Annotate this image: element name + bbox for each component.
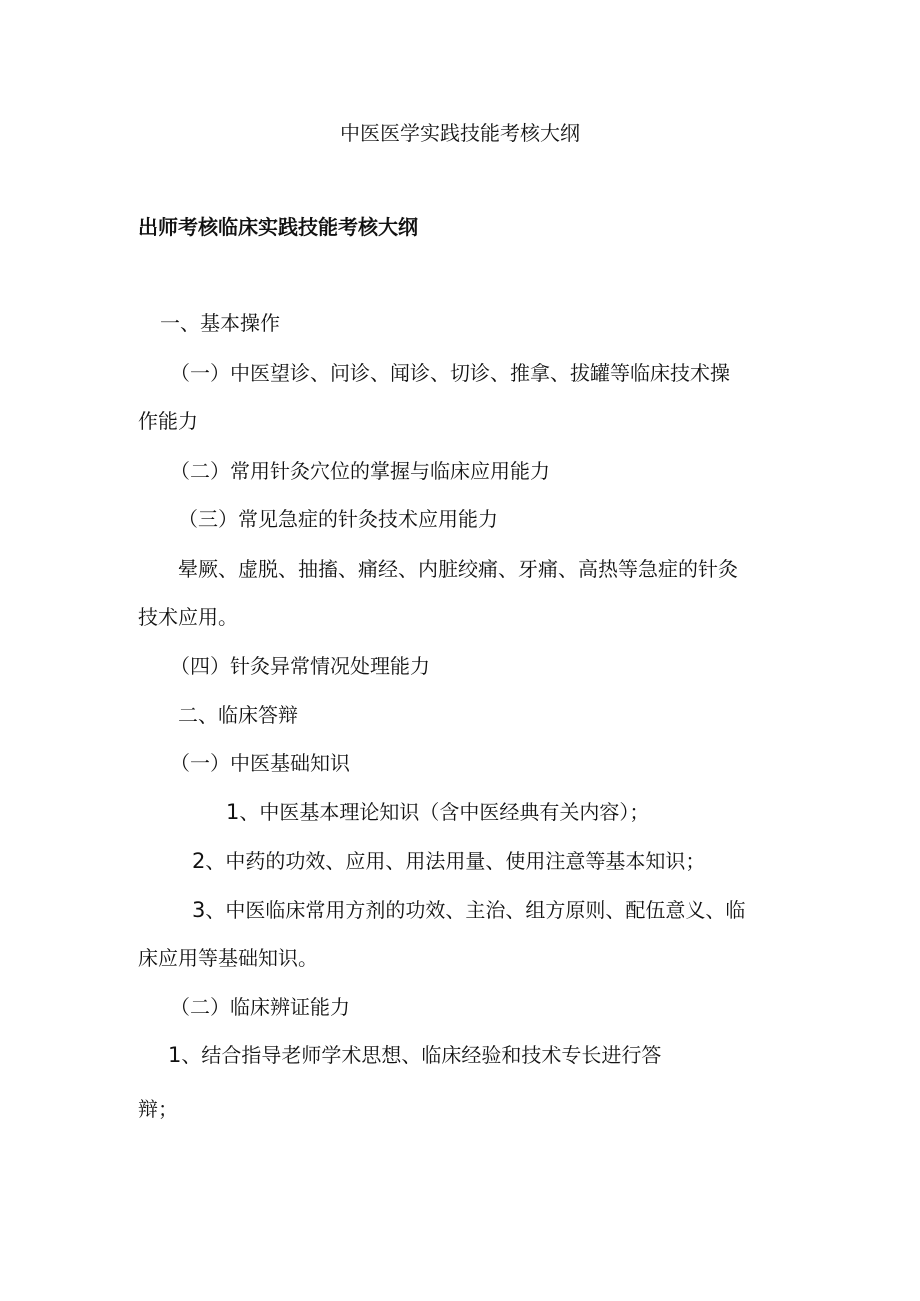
point-text: 、中医基本理论知识（含中医经典有关内容）；	[239, 800, 650, 824]
item-syndrome-differentiation: （二）临床辨证能力	[170, 995, 350, 1019]
differentiation-point-1-line1	[168, 1043, 661, 1067]
item-acupoint-skills: （二）常用针灸穴位的掌握与临床应用能力	[170, 459, 550, 483]
section-basic-operation: 一、基本操作	[160, 311, 280, 335]
point-number: 3	[192, 898, 206, 922]
point-number: 1	[226, 800, 240, 824]
item-diagnosis-skills-line2: 作能力	[138, 409, 198, 433]
item-abnormal-handling: （四）针灸异常情况处理能力	[170, 654, 430, 678]
point-number: 2	[192, 849, 206, 873]
point-number: 1	[168, 1043, 182, 1067]
emergency-description-line2: 技术应用。	[138, 605, 238, 629]
item-diagnosis-skills-line1: （一）中医望诊、问诊、闻诊、切诊、推拿、拔罐等临床技术操	[170, 361, 730, 385]
basics-point-3-line1	[192, 898, 745, 922]
point-text: 、中医临床常用方剂的功效、主治、组方原则、配伍意义、临	[205, 898, 746, 922]
basics-point-3-line2: 床应用等基础知识。	[138, 946, 318, 970]
item-emergency-acupuncture: （三）常见急症的针灸技术应用能力	[178, 507, 498, 531]
point-text: 、中药的功效、应用、用法用量、使用注意等基本知识；	[205, 849, 706, 873]
basics-point-1	[226, 800, 649, 824]
emergency-description-line1: 晕厥、虚脱、抽搐、痛经、内脏绞痛、牙痛、高热等急症的针灸	[178, 557, 738, 581]
basics-point-2	[192, 849, 705, 873]
document-title: 中医医学实践技能考核大纲	[340, 121, 580, 145]
section-clinical-defense: 二、临床答辩	[178, 703, 298, 727]
differentiation-point-1-line2: 辩；	[138, 1097, 178, 1121]
section-heading: 出师考核临床实践技能考核大纲	[138, 215, 418, 239]
point-text: 、结合指导老师学术思想、临床经验和技术专长进行答	[181, 1043, 662, 1067]
item-tcm-basics: （一）中医基础知识	[170, 751, 350, 775]
